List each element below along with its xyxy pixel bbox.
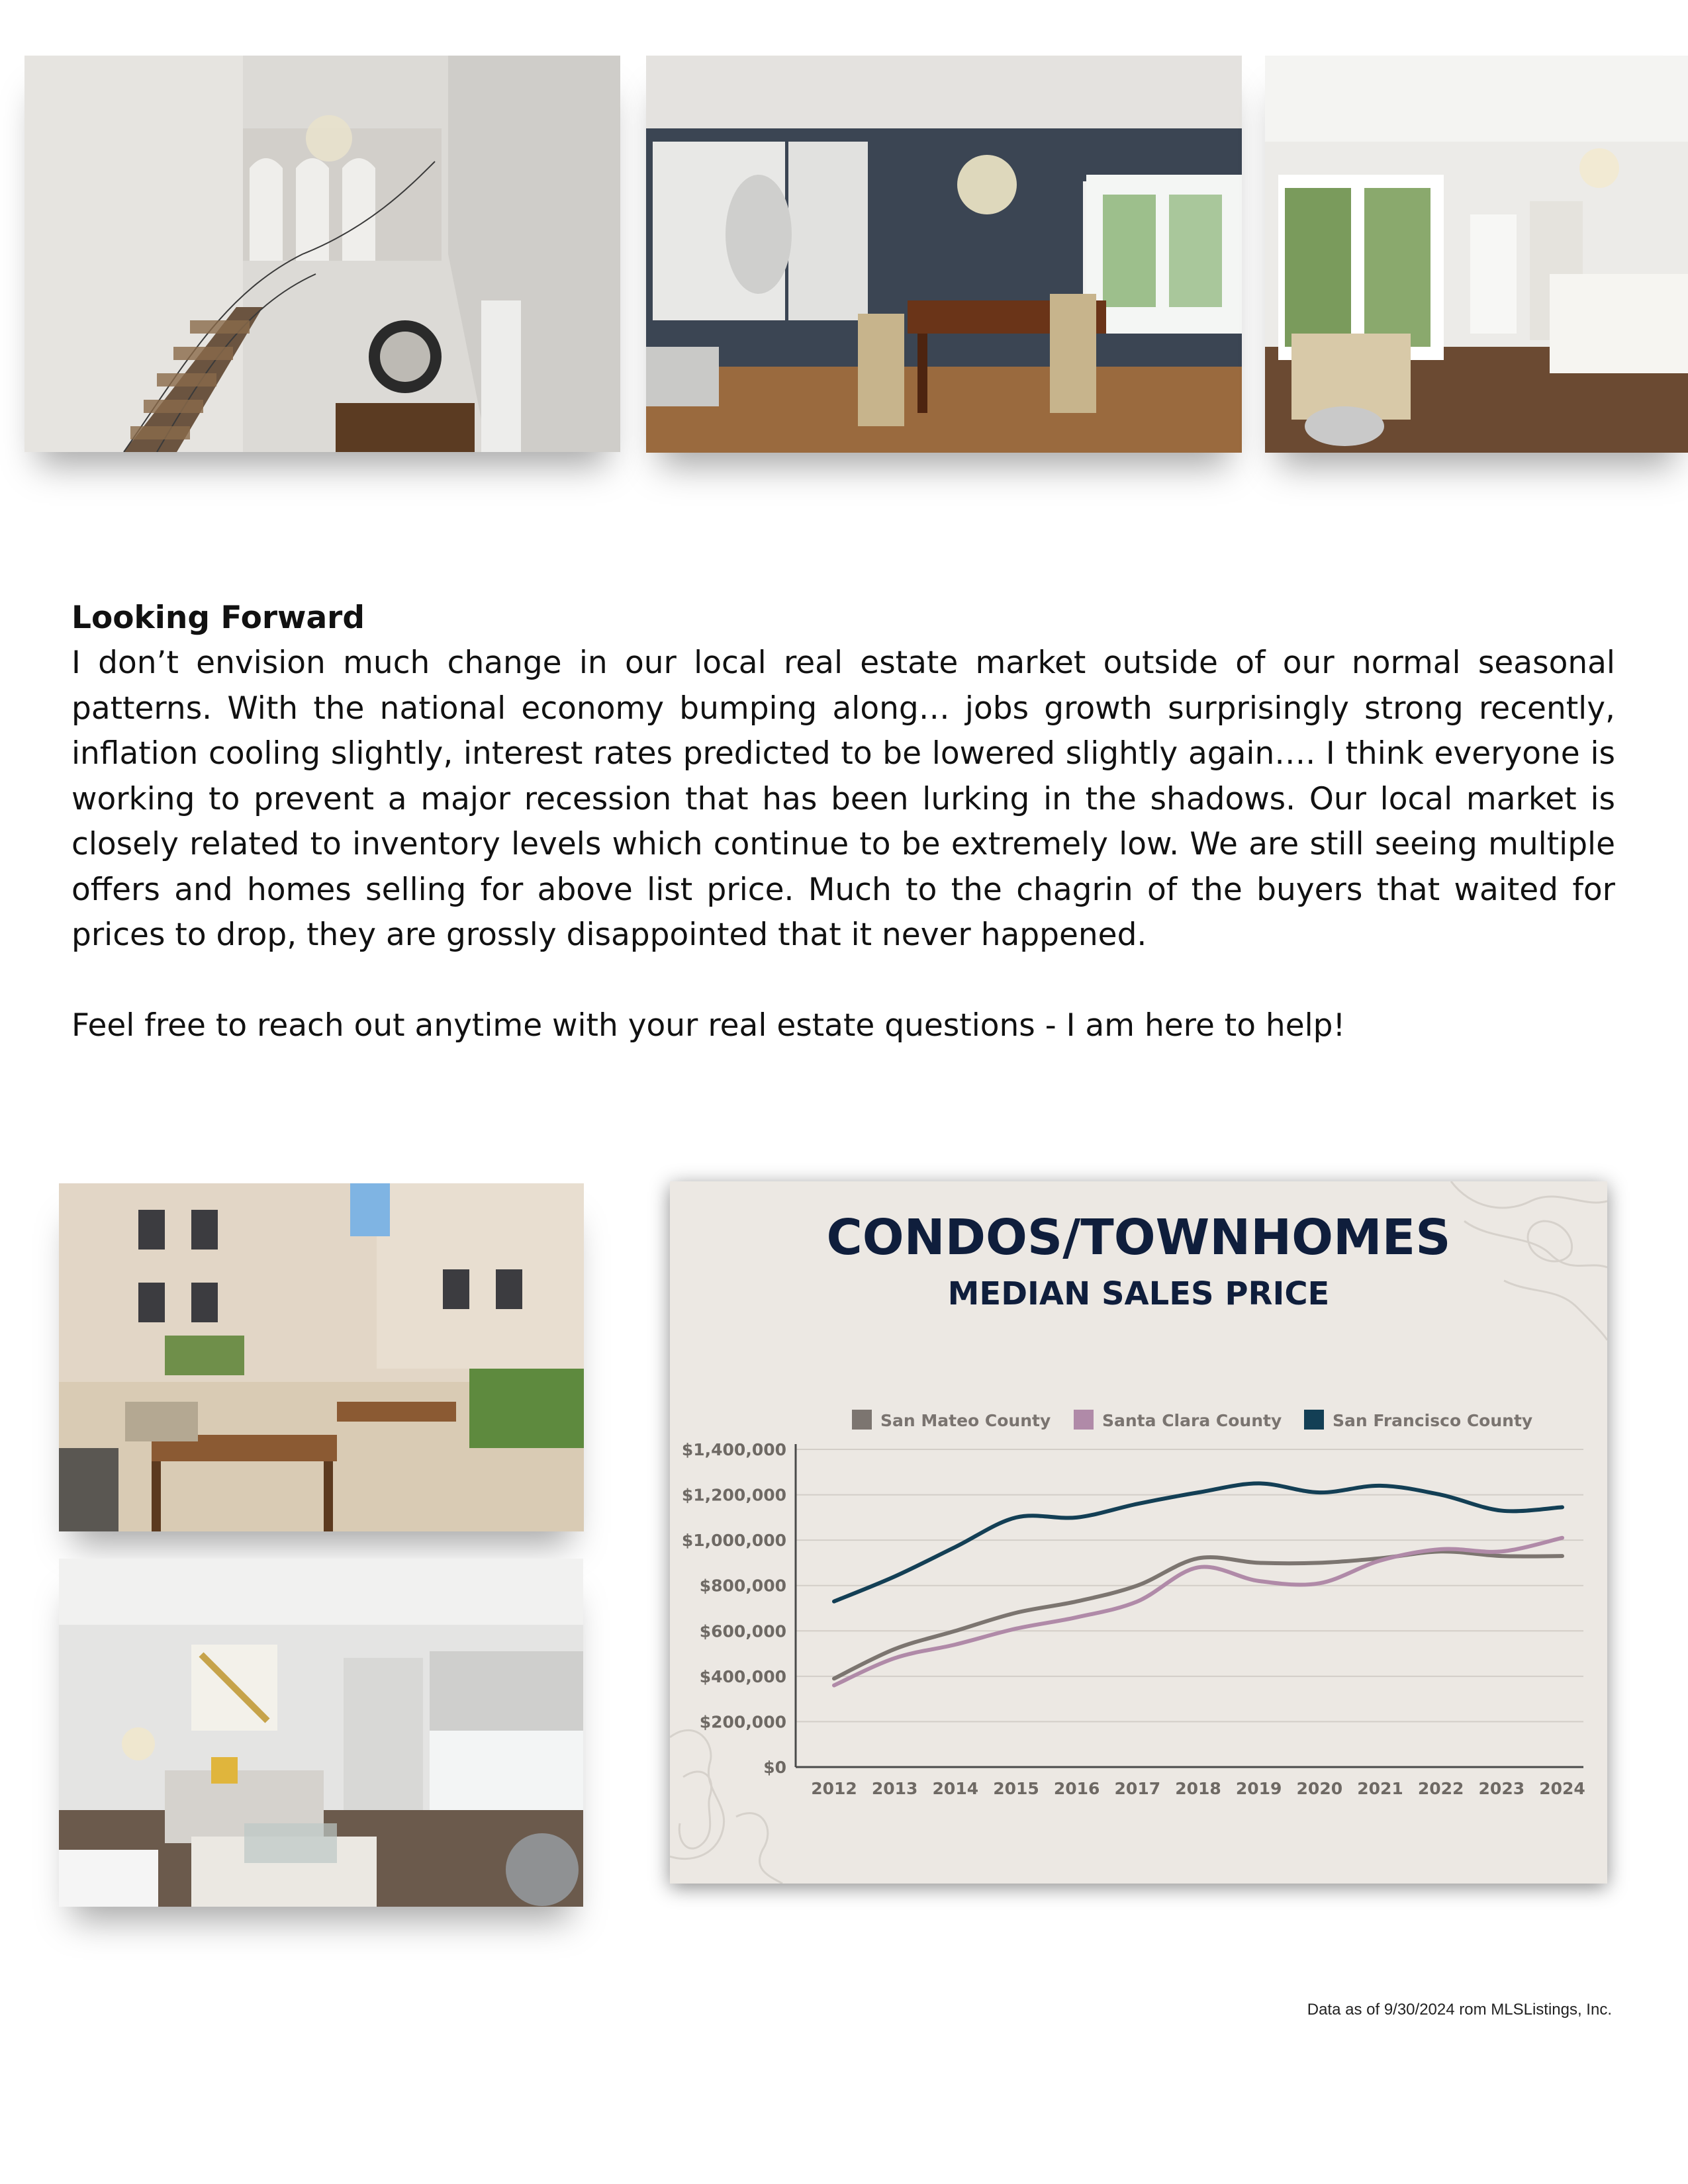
- y-tick-label: $1,000,000: [681, 1531, 786, 1551]
- y-tick-label: $1,400,000: [681, 1440, 786, 1459]
- san-francisco-line: [834, 1483, 1562, 1601]
- x-tick-label: 2024: [1539, 1779, 1585, 1798]
- y-tick-label: $600,000: [699, 1621, 786, 1641]
- legend-label-san-mateo: San Mateo County: [880, 1411, 1051, 1430]
- median-price-chart: [670, 1181, 1607, 1884]
- chart-legend: [852, 1410, 1532, 1430]
- chart-gridlines: [796, 1449, 1583, 1721]
- x-tick-label: 2015: [993, 1779, 1039, 1798]
- y-tick-label: $0: [763, 1758, 786, 1777]
- x-tick-label: 2018: [1175, 1779, 1221, 1798]
- y-tick-label: $400,000: [699, 1666, 786, 1686]
- x-tick-label: 2023: [1478, 1779, 1525, 1798]
- y-tick-label: $800,000: [699, 1576, 786, 1596]
- article-paragraph: I don’t envision much change in our local real estate market outside of our normal seasonal patterns. With the national economy bumping along… jobs growth surprisingly strong recently, inflation cooling slightly, interest rates predicted to be lowered slightly again…. I think everyone is working to prevent a major recession that has been lurking in the shadows. Our local market is closely related to inventory levels which continue to be extremely low. We are still seeing multiple offers and homes selling for above list price. Much to the chagrin of the buyers that waited for prices to drop, they are grossly disappointed that it never happened.: [71, 645, 1615, 953]
- x-tick-label: 2020: [1296, 1779, 1343, 1798]
- legend-label-san-francisco: San Francisco County: [1333, 1411, 1533, 1430]
- staircase-photo: [24, 56, 620, 452]
- data-source-footnote: Data as of 9/30/2024 rom MLSListings, Inc.: [1307, 2001, 1612, 2019]
- legend-swatch-san-francisco: [1304, 1410, 1324, 1430]
- x-tick-label: 2012: [811, 1779, 857, 1798]
- x-tick-label: 2016: [1053, 1779, 1100, 1798]
- san-mateo-line: [834, 1551, 1562, 1678]
- x-tick-label: 2014: [932, 1779, 979, 1798]
- courtyard-photo: [59, 1183, 584, 1531]
- article-heading: Looking Forward: [71, 600, 365, 636]
- legend-swatch-santa-clara: [1074, 1410, 1094, 1430]
- legend-swatch-san-mateo: [852, 1410, 872, 1430]
- closing-line: Feel free to reach out anytime with your real estate questions - I am here to help!: [71, 1007, 1346, 1044]
- legend-label-santa-clara: Santa Clara County: [1102, 1411, 1282, 1430]
- dining-room-photo: [646, 56, 1242, 453]
- bedroom-photo: [1265, 56, 1688, 453]
- chart-series: [834, 1483, 1562, 1685]
- chart-subtitle: MEDIAN SALES PRICE: [947, 1275, 1330, 1312]
- x-tick-label: 2013: [871, 1779, 918, 1798]
- chart-title: CONDOS/TOWNHOMES: [826, 1209, 1451, 1266]
- living-room-photo: [59, 1559, 583, 1907]
- x-tick-label: 2017: [1114, 1779, 1161, 1798]
- x-tick-label: 2019: [1235, 1779, 1282, 1798]
- y-axis-ticks: [682, 1440, 786, 1777]
- y-tick-label: $1,200,000: [681, 1485, 786, 1505]
- x-tick-label: 2022: [1417, 1779, 1464, 1798]
- article: [71, 596, 1615, 1048]
- x-tick-label: 2021: [1357, 1779, 1403, 1798]
- x-axis-ticks: [811, 1779, 1585, 1798]
- y-tick-label: $200,000: [699, 1712, 786, 1732]
